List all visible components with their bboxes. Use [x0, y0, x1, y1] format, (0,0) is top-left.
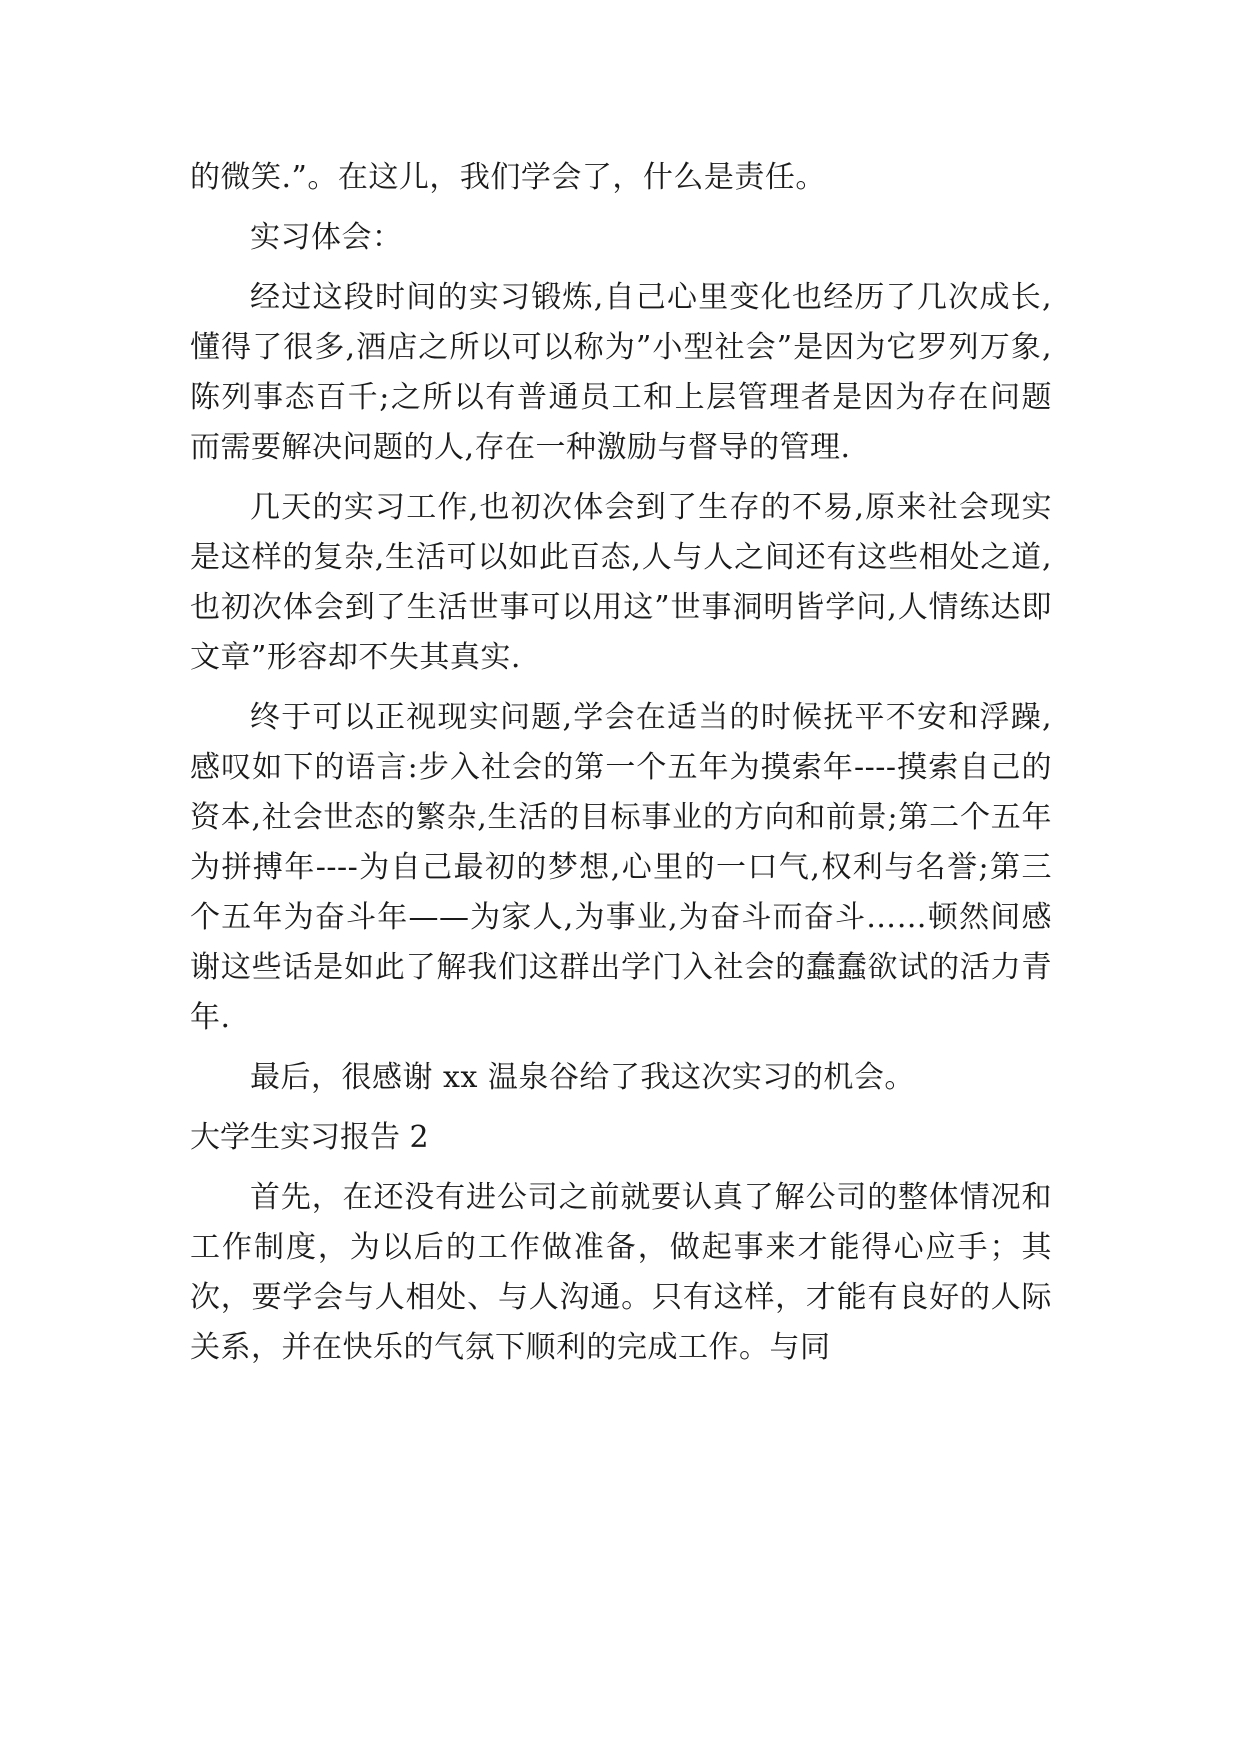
- document-body: [190, 153, 1052, 1383]
- paragraph-thanks: 最后，很感谢 xx 温泉谷给了我这次实习的机会。: [250, 1060, 915, 1095]
- paragraph-continuation: 的微笑.”。在这儿，我们学会了，什么是责任。: [190, 160, 826, 195]
- paragraph-report-2-intro: 首先，在还没有进公司之前就要认真了解公司的整体情况和工作制度，为以后的工作做准备，做起事来才能得心应手；其次，要学会与人相处、与人沟通。只有这样，才能有良好的人际关系，并在快乐的气氛下顺利的完成工作。与同: [190, 1180, 1052, 1365]
- paragraph-reflection-five-years: 终于可以正视现实问题,学会在适当的时候抚平不安和浮躁,感叹如下的语言:步入社会的第一个五年为摸索年----摸索自己的资本,社会世态的繁杂,生活的目标事业的方向和前景;第二个五年为拼搏年----为自己最初的梦想,心里的一口气,权利与名誉;第三个五年为奋斗年——为家人,为事业,为奋斗而奋斗……顿然间感谢这些话是如此了解我们这群出学门入社会的蠢蠢欲试的活力青年.: [190, 700, 1052, 1035]
- section-heading: 大学生实习报告 2: [190, 1120, 429, 1155]
- section-label-internship-reflection: 实习体会：: [250, 220, 403, 255]
- paragraph-reflection-growth: 经过这段时间的实习锻炼,自己心里变化也经历了几次成长,懂得了很多,酒店之所以可以称为”小型社会”是因为它罗列万象,陈列事态百千;之所以有普通员工和上层管理者是因为存在问题而需要解决问题的人,存在一种激励与督导的管理.: [190, 280, 1052, 465]
- paragraph-reflection-society: 几天的实习工作,也初次体会到了生存的不易,原来社会现实是这样的复杂,生活可以如此百态,人与人之间还有这些相处之道,也初次体会到了生活世事可以用这”世事洞明皆学问,人情练达即文章”形容却不失其真实.: [190, 490, 1052, 675]
